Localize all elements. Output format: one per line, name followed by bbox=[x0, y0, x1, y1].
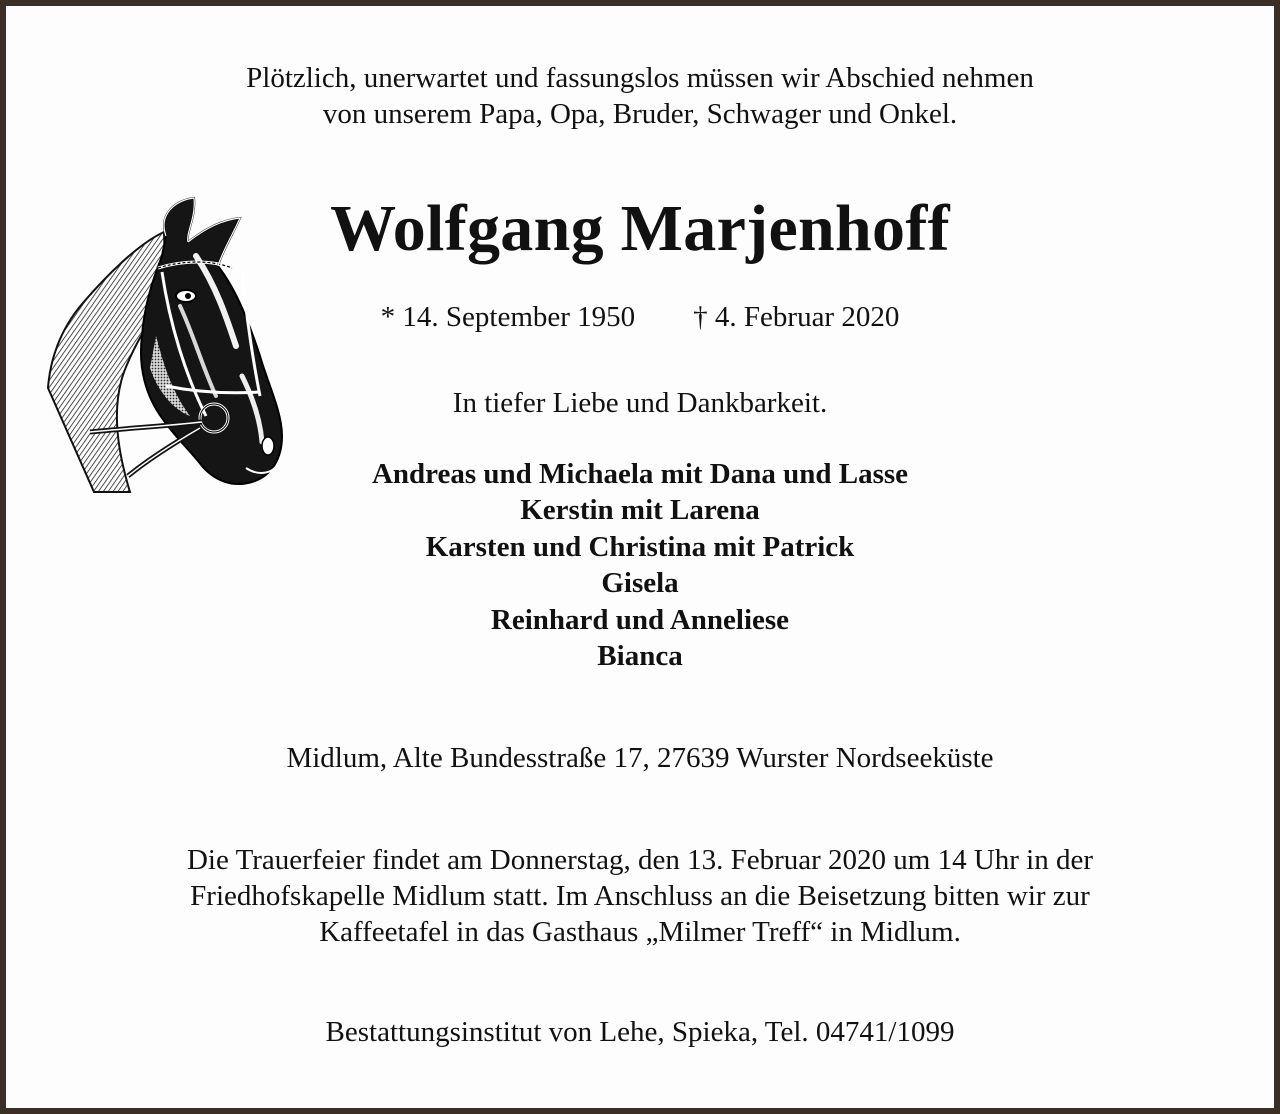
life-dates bbox=[0, 299, 1280, 335]
mourner-line: Andreas und Michaela mit Dana und Lasse bbox=[371, 458, 909, 490]
mourner-line: Reinhard und Anneliese bbox=[490, 603, 790, 636]
undertaker-text: Bestattungsinstitut von Lehe, Spieka, Tel. 04741/1099 bbox=[325, 1016, 955, 1048]
death-date: † 4. Februar 2020 bbox=[693, 301, 900, 333]
dedication-text: In tiefer Liebe und Dankbarkeit. bbox=[452, 387, 828, 419]
intro-line: Plötzlich, unerwartet und fassungslos müssen wir Abschied nehmen bbox=[246, 62, 1034, 94]
ceremony-line: Kaffeetafel in das Gasthaus „Milmer Treff“ in Midlum. bbox=[319, 916, 961, 948]
mourners-list bbox=[0, 456, 1280, 674]
ceremony-line: Friedhofskapelle Midlum statt. Im Anschluss an die Beisetzung bitten wir zur bbox=[190, 880, 1090, 912]
intro-text bbox=[0, 60, 1280, 132]
mourner-line: Gisela bbox=[601, 567, 679, 600]
ceremony-line: Die Trauerfeier findet am Donnerstag, den 13. Februar 2020 um 14 Uhr in der bbox=[186, 844, 1094, 876]
ceremony-text bbox=[0, 842, 1280, 950]
birth-date: * 14. September 1950 bbox=[380, 301, 636, 333]
mourner-line: Kerstin mit Larena bbox=[520, 494, 760, 527]
intro-line: von unserem Papa, Opa, Bruder, Schwager und Onkel. bbox=[322, 98, 958, 130]
address-text: Midlum, Alte Bundesstraße 17, 27639 Wurster Nordseeküste bbox=[286, 742, 994, 774]
mourner-line: Karsten und Christina mit Patrick bbox=[425, 530, 855, 563]
deceased-name: Wolfgang Marjenhoff bbox=[330, 192, 950, 265]
mourner-line: Bianca bbox=[597, 640, 683, 673]
